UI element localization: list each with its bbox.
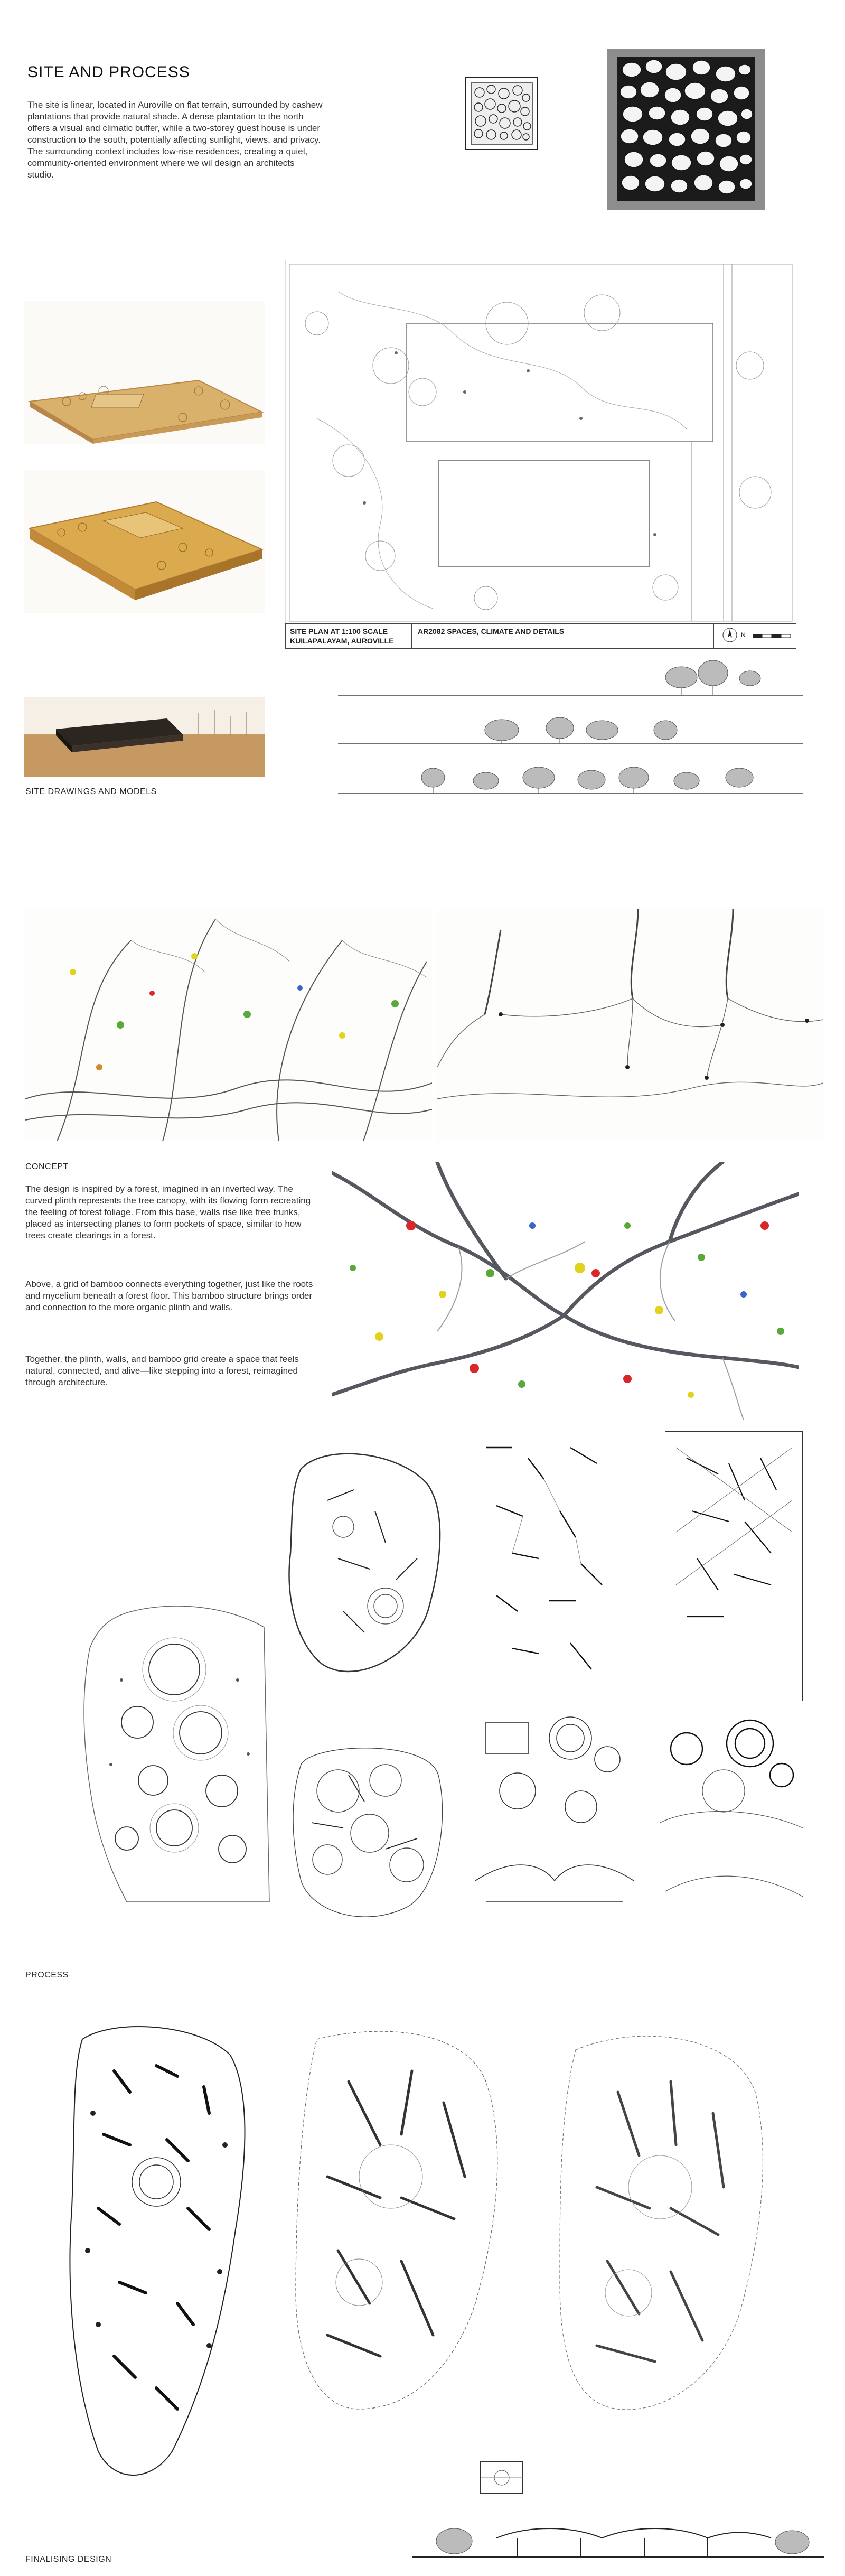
site-model-photo-3	[24, 697, 265, 777]
scale-bar-icon	[753, 633, 791, 639]
site-plan-drawing	[285, 260, 796, 624]
page-title: SITE AND PROCESS	[27, 63, 190, 81]
process-sketch-4	[655, 1426, 813, 1701]
site-pattern-large	[607, 49, 765, 210]
final-plan-1	[51, 2008, 262, 2494]
site-drawings-label: SITE DRAWINGS AND MODELS	[25, 787, 157, 796]
process-sketch-6	[465, 1701, 644, 1923]
final-plan-3	[539, 2018, 782, 2430]
north-label: N	[741, 631, 746, 639]
process-sketch-2	[280, 1437, 454, 1717]
concept-paragraph-2: Above, a grid of bamboo connects everything together, just like the roots and mycelium beneath a forest floor. This bamboo structure brings order and connection to the more organic plinth and walls.	[25, 1279, 313, 1312]
plan-course: AR2082 SPACES, CLIMATE AND DETAILS	[418, 627, 565, 636]
concept-canopy-drawing	[332, 1162, 799, 1420]
site-sections-drawing	[338, 651, 803, 807]
site-description: The site is linear, located in Auroville on flat terrain, surrounded by cashew plantations that provide natural shade. A dense plantation to the north offers a visual and climatic buffer, while a two-storey guest house is under construction to the south, potentially affecting sunlight, views, and privacy. The surrounding context includes low-rise residences, creating a quiet, community-oriented environment where we wil design an architects studio.	[27, 100, 323, 180]
inverted-tree-sketch	[437, 909, 823, 1141]
title-block-divider	[411, 624, 412, 648]
process-sketch-7	[650, 1712, 813, 1934]
final-plan-2	[275, 2018, 518, 2430]
site-pattern-thumbnail	[465, 77, 539, 151]
finalising-label: FINALISING DESIGN	[25, 2555, 112, 2564]
process-sketch-3	[465, 1426, 628, 1691]
site-plan-title-block	[285, 623, 796, 649]
final-section-drawing	[412, 2515, 824, 2562]
final-detail-sketch	[470, 2451, 533, 2504]
concept-heading: CONCEPT	[25, 1162, 69, 1171]
concept-paragraph-1: The design is inspired by a forest, imagined in an inverted way. The curved plinth represents the tree canopy, with its flowing form recreating the feeling of forest foliage. From this base, walls rise like free trunks, placed as intersecting planes to form pockets of space, similar to how trees create clearings in a forest.	[25, 1184, 311, 1240]
forest-roots-sketch	[25, 909, 432, 1141]
site-model-photo-1	[24, 301, 265, 444]
north-arrow-icon	[722, 627, 738, 643]
title-block-divider	[713, 624, 714, 648]
process-sketch-5	[280, 1733, 459, 1934]
process-plan-sketch-1	[69, 1585, 285, 1907]
plan-scale: SITE PLAN AT 1:100 SCALE	[290, 627, 388, 636]
process-label: PROCESS	[25, 1971, 69, 1980]
concept-paragraph-3: Together, the plinth, walls, and bamboo grid create a space that feels natural, connected, and alive—like stepping into a forest, reimagined through architecture.	[25, 1354, 299, 1387]
site-model-photo-2	[24, 470, 265, 613]
plan-location: KUILAPALAYAM, AUROVILLE	[290, 637, 394, 645]
